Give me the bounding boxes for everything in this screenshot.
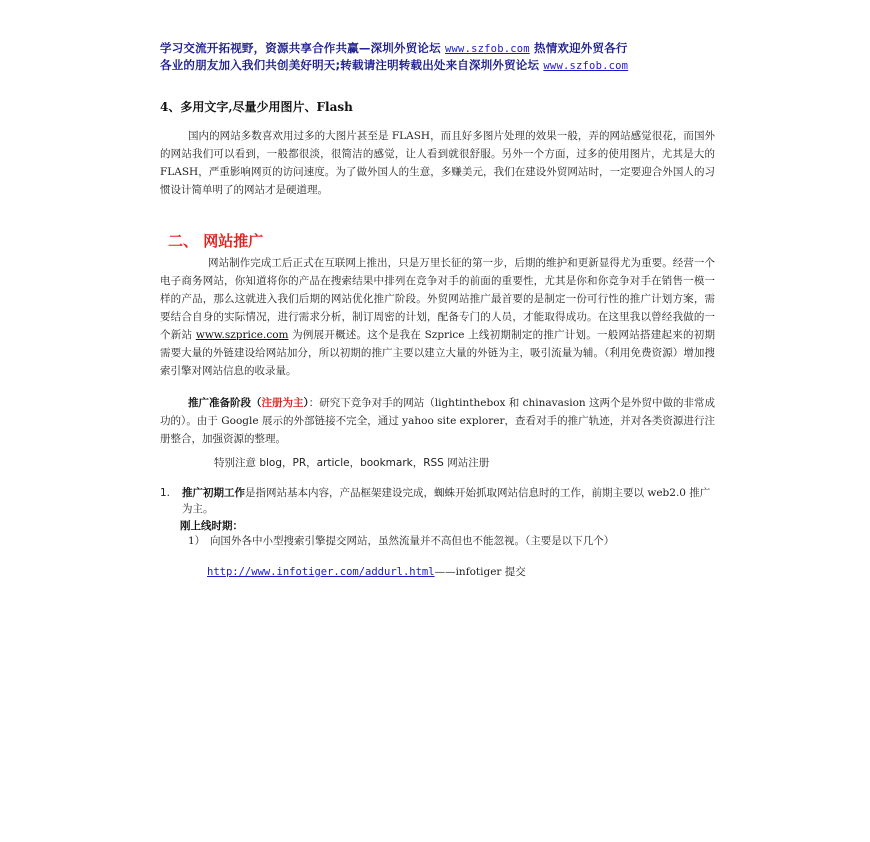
list-item-1-title: 推广初期工作 <box>182 487 245 499</box>
paragraph-promotion-text-b: 为例展开概述。这个是我在 Szprice 上线初期制定的推广计划。一般网站搭建起来的初期需要大量的外链建设给网站加分，所以初期的推广主要以建立大量的外链为主，吸引流量为辅。（利用免费资源）增加搜索引擎对网站信息的收录量。 <box>160 329 715 377</box>
preparation-label: 推广准备阶段（ <box>188 397 262 409</box>
header-line2-text: 各业的朋友加入我们共创美好明天;转载请注明转载出处来自深圳外贸论坛 <box>160 58 544 72</box>
infotiger-line <box>207 564 526 579</box>
list-item-1 <box>160 485 715 517</box>
preparation-text: ：研究下竞争对手的网站（lightinthebox 和 chinavasion 这两个是外贸中做的非常成功的）。由于 Google 展示的外部链接不完全，通过 yahoo site explorer，查看对手的推广轨迹，并对各类资源进行注册整合，加强资源的整理。 <box>160 397 716 445</box>
szprice-link[interactable]: www.szprice.com <box>195 329 289 341</box>
preparation-highlight: 注册为主 <box>261 397 304 409</box>
list-item-1-text: 是指网站基本内容，产品框架建设完成，蜘蛛开始抓取网站信息时的工作，前期主要以 web2.0 推广为主。 <box>182 487 711 515</box>
infotiger-link[interactable]: http://www.infotiger.com/addurl.html <box>207 566 435 578</box>
page-header <box>160 40 720 74</box>
header-link-1[interactable]: www.szfob.com <box>445 43 530 55</box>
sub-list-item-1-text: 向国外各中小型搜索引擎提交网站，虽然流量并不高但也不能忽视。（主要是以下几个） <box>210 535 615 547</box>
header-line1-tail: 热情欢迎外贸各行 <box>529 41 628 55</box>
paragraph-promotion-text-a: 网站制作完成工后正式在互联网上推出，只是万里长征的第一步，后期的维护和更新显得尤为重要。经营一个电子商务网站，你知道将你的产品在搜索结果中排列在竞争对手的前面的重要性，尤其是你和你竞争对手在销售一模一样的产品，那么这就进入我们后期的网站优化推广阶段。外贸网站推广最首要的是制定一份可行性的推广计划方案，需要结合自身的实际情况，进行需求分析，制订周密的计划，配备专门的人员，才能取得成功。在这里我以曾经我做的一个新站 <box>160 257 715 341</box>
paragraph-flash: 国内的网站多数喜欢用过多的大图片甚至是 FLASH，而且好多图片处理的效果一般，弄的网站感觉很花，而国外的网站我们可以看到，一般都很淡，很简洁的感觉，让人看到就很舒服。另外一个方面，过多的使用图片，尤其是大的 FLASH，严重影响网页的访问速度。为了做外国人的生意，多赚美元，我们在建设外贸网站时，一定要迎合外国人的习惯设计简单明了的网站才是硬道理。 <box>160 130 715 196</box>
preparation-label-close: ） <box>303 397 309 409</box>
sub-heading-launch: 刚上线时期： <box>180 520 243 532</box>
header-link-2[interactable]: www.szfob.com <box>543 60 629 72</box>
special-note: 特别注意 blog，PR，article，bookmark，RSS 网站注册 <box>214 457 490 469</box>
header-line1-text: 学习交流开拓视野，资源共享合作共赢—深圳外贸论坛 <box>160 41 446 55</box>
section-title: 二、 网站推广 <box>168 232 264 250</box>
infotiger-tail: ——infotiger 提交 <box>434 566 526 578</box>
paragraph-promotion <box>160 254 715 380</box>
sub-list-item-1-number: 1） <box>188 535 206 547</box>
paragraph-preparation <box>160 394 715 448</box>
heading-4: 4、多用文字,尽量少用图片、Flash <box>160 100 353 114</box>
sub-list-item-1 <box>188 533 715 549</box>
list-item-1-number: 1. <box>160 487 171 499</box>
